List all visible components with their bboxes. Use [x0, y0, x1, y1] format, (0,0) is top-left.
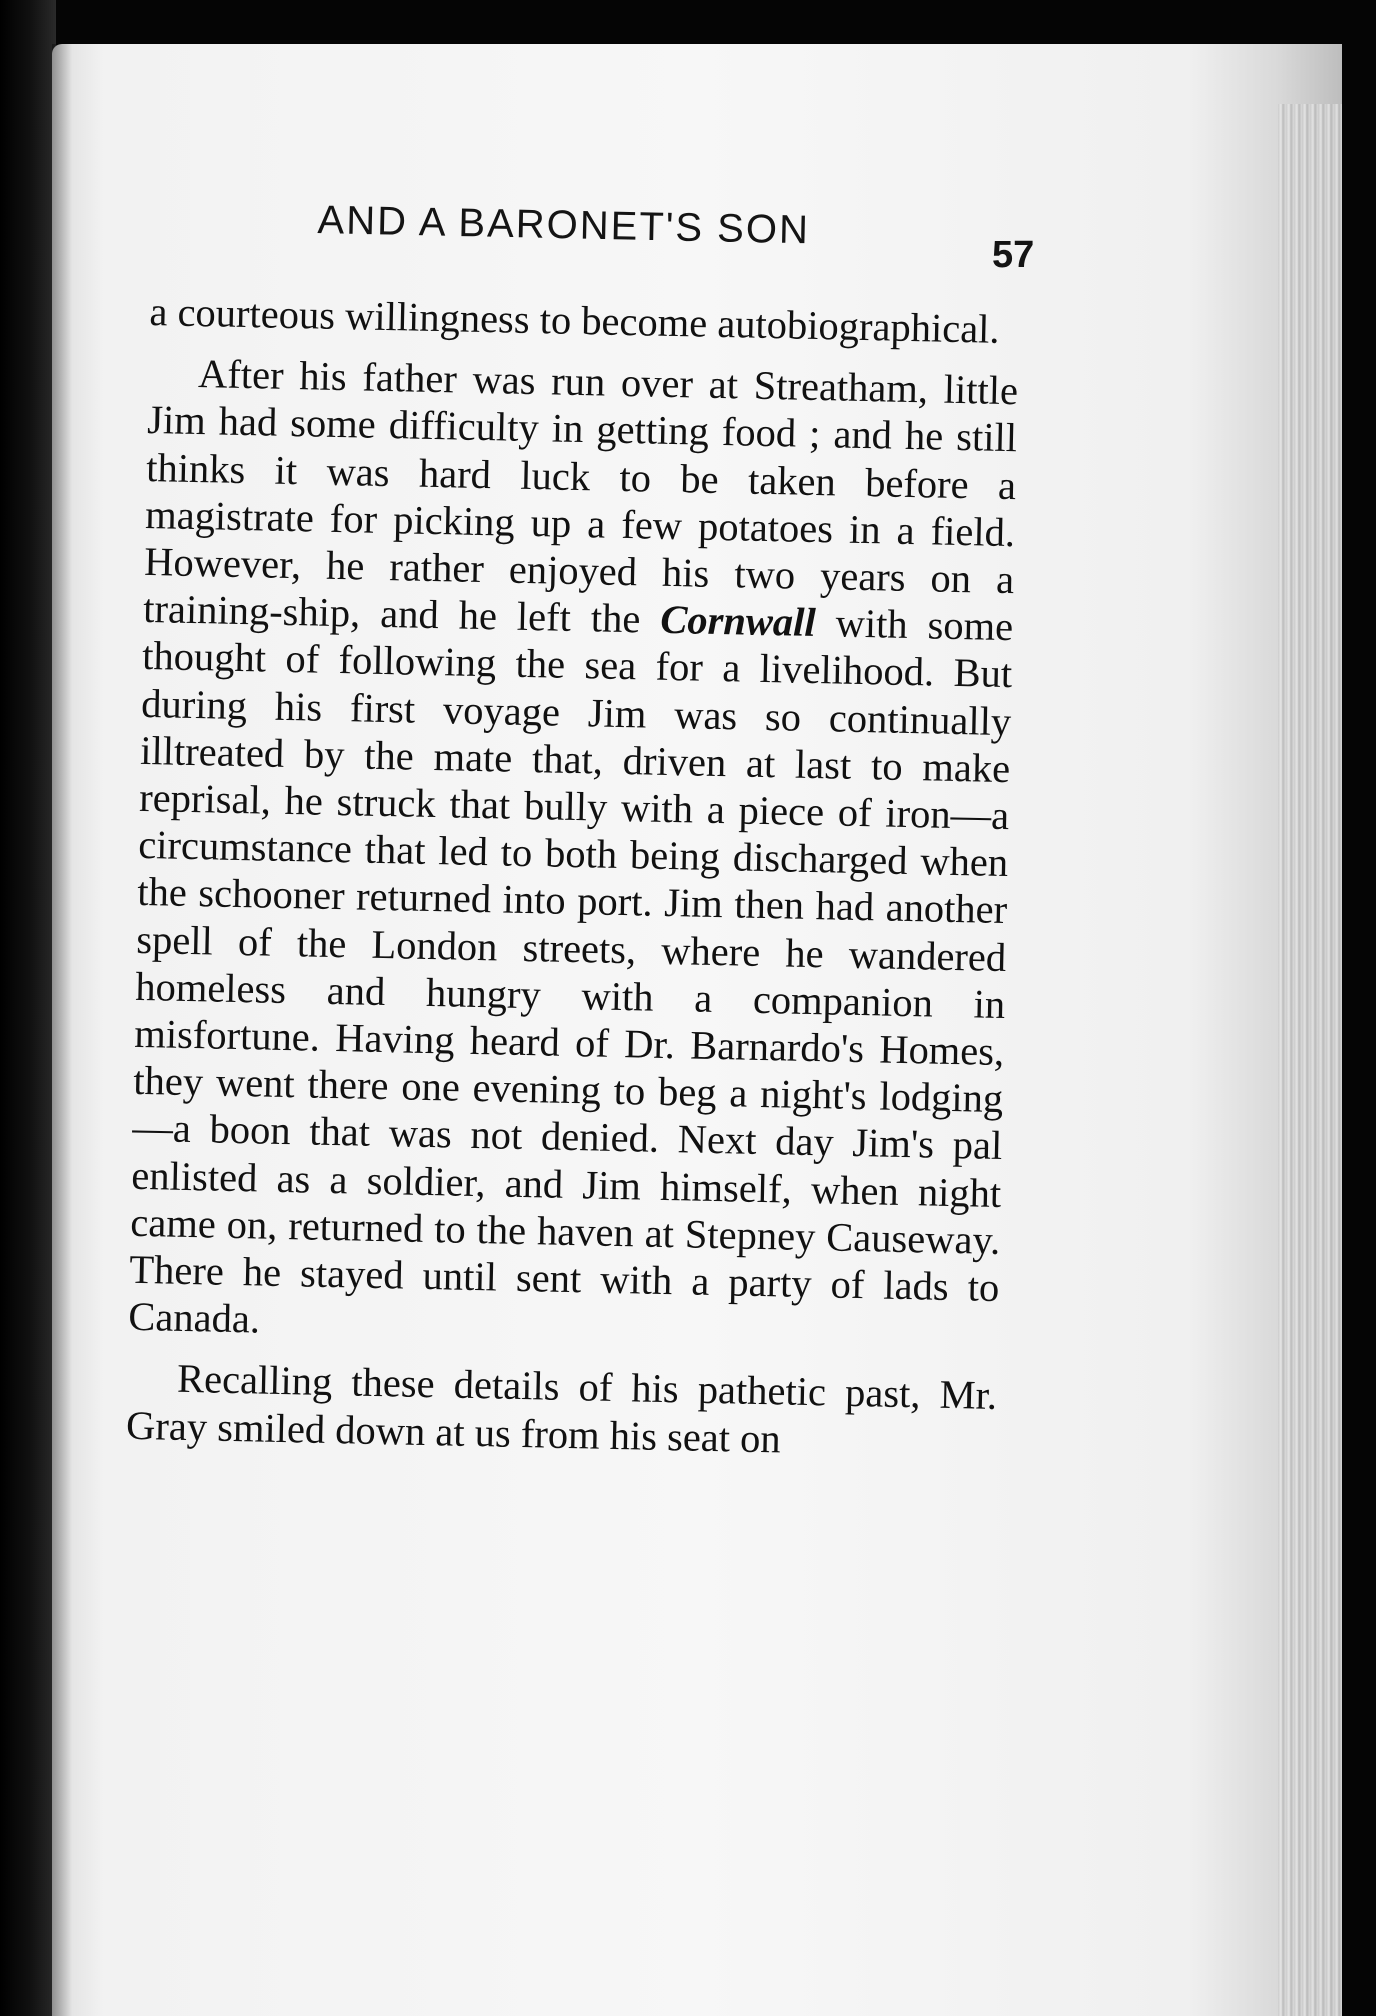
- paragraph-2-text-start: After his father was run over at Streatham, little Jim had some difficulty in getting food ; and he still thinks it was hard luck to be taken before a magistrate for picking up a few potatoes in a field. However, he rather enjoyed his two years on a training-ship, and he left the: [142, 351, 1019, 642]
- page-number: 57: [992, 234, 1035, 276]
- ship-name: Cornwall: [659, 596, 817, 646]
- paragraph-1: a courteous willingness to become autobiographical.: [149, 288, 1001, 352]
- paragraph-3: Recalling these details of his pathetic past, Mr. Gray smiled down at us from his seat on: [125, 1356, 998, 1462]
- book-binding: [0, 0, 56, 2016]
- spine-shadow: [52, 44, 72, 2016]
- page-edge: [1278, 104, 1342, 2016]
- paragraph-2: [128, 349, 1019, 1358]
- body-text: [126, 288, 1020, 1467]
- running-head: AND A BARONET'S SON: [317, 198, 811, 253]
- paragraph-2-text-end: with some thought of following the sea for a livelihood. But during his first voyage Jim was so continually illtreated by the mate that, driven at last to make reprisal, he struck that bully with a piece of iron—a circumstance that led to both being discharged when the schooner returned into port. Jim then had another spell of the London streets, where he wandered homeless and hungry with a companion in misfortune. Having heard of Dr. Barnardo's Homes, they went there one evening to beg a night's lodging —a boon that was not denied. Next day Jim's pal enlisted as a soldier, and Jim himself, when night came on, returned to the haven at Stepney Causeway. There he stayed until sent with a party of lads to Canada.: [127, 600, 1014, 1342]
